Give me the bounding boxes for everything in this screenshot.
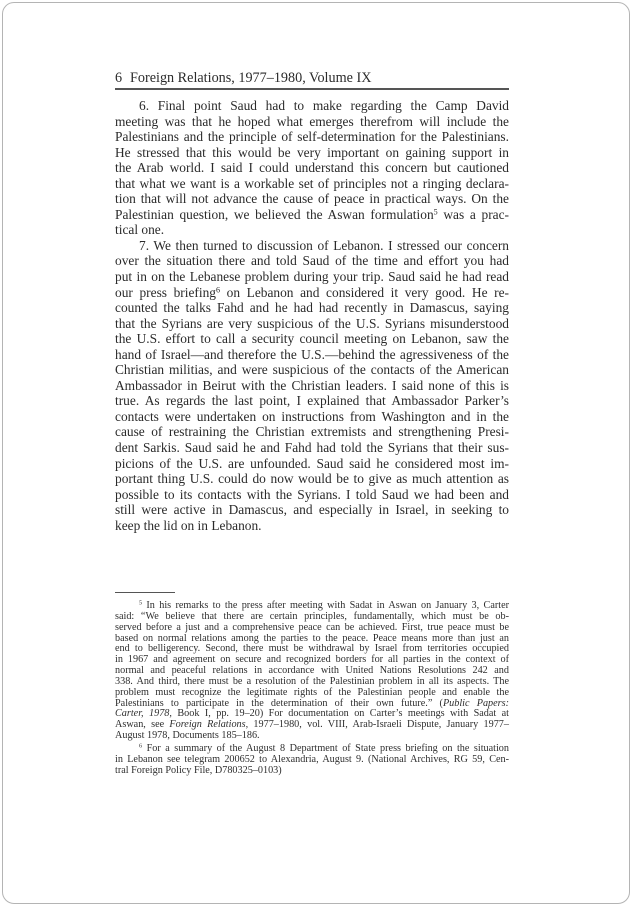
- text-line: tion that will not advance the cause of peace in practical ways. On the: [115, 191, 509, 207]
- line-text: Palestinians to participate in the determination of their own future.” (: [115, 697, 443, 709]
- text-line: still were active in Damascus, and especially in Israel, in seeking to: [115, 502, 509, 518]
- line-text: was a prac-: [437, 206, 509, 222]
- text-line: based on normal relations among the parties to the peace. Peace means more than just an: [115, 632, 509, 644]
- text-line: dent Sarkis. Saud said he and Fahd had told the Syrians that their sus-: [115, 440, 509, 456]
- paragraph-6: [115, 98, 509, 238]
- text-line: Palestinians and the principle of self-determination for the Palestinians.: [115, 129, 509, 145]
- text-line: true. As regards the last point, I explained that Ambassador Parker’s: [115, 393, 509, 409]
- text-line: He stressed that this would be very important on gaining support in: [115, 144, 509, 160]
- line-text: For a summary of the August 8 Department of State press briefing on the situation: [142, 742, 509, 754]
- citation-title: Carter, 1978,: [115, 708, 172, 720]
- citation-title: Foreign Relations,: [169, 719, 249, 731]
- text-line: normal and peaceful relations in accordance with United Nations Resolutions 242 and: [115, 665, 509, 677]
- footnote-marker-5: 5: [139, 600, 143, 607]
- text-line: the Arab world. I said I could understand this concern but cautioned: [115, 160, 509, 176]
- text-line: keep the lid on in Lebanon.: [115, 517, 262, 533]
- line-text: In his remarks to the press after meeting with Sadat in Aswan on January 3, Carter: [142, 600, 509, 611]
- text-line: 7. We then turned to discussion of Lebanon. I stressed our concern: [139, 237, 509, 253]
- page-number: 6: [115, 70, 123, 86]
- footnote-marker-6: 6: [139, 743, 143, 750]
- text-line: in 1967 and agreement on secure and recognized borders for all parties in the context of: [115, 654, 509, 666]
- line-text: Aswan, see: [115, 719, 170, 731]
- text-line: 338. And third, there must be a resolution of the Palestinian problem in all its aspects. The: [115, 675, 509, 687]
- text-line: end to belligerency. Second, there must be withdrawal by Israel from territories occupied: [115, 643, 509, 655]
- text-line: the U.S. effort to call a security council meeting on Lebanon, saw the: [115, 331, 509, 347]
- footnote-ref-6[interactable]: 6: [216, 285, 221, 295]
- footnote-rule: [115, 592, 175, 593]
- text-line: August 1978, Documents 185–186.: [115, 730, 260, 742]
- text-line: portant thing U.S. could do now would be to give as much attention as: [115, 471, 509, 487]
- line-text: our press briefing: [115, 284, 216, 300]
- text-line: Christian militias, and were suspicious of the contacts of the American: [115, 362, 509, 378]
- header-rule: [115, 88, 509, 90]
- volume-title: Foreign Relations, 1977–1980, Volume IX: [130, 70, 372, 86]
- text-line: [115, 207, 509, 223]
- text-line: contacts were undertaken on instructions from Washington and in the: [115, 408, 509, 424]
- text-line: counted the talks Fahd and he had had recently in Damascus, saying: [115, 300, 509, 316]
- running-head: [115, 69, 509, 87]
- text-line: put in on the Lebanese problem during your trip. Saud said he had read: [115, 269, 509, 285]
- text-line: meeting was that he hoped what emerges therefrom will include the: [115, 113, 509, 129]
- text-line: hand of Israel—and therefore the U.S.—behind the agressiveness of the: [115, 346, 509, 362]
- text-line: cause of restraining the Christian extremists and strengthening Presi-: [115, 424, 509, 440]
- text-line: over the situation there and told Saud of the time and effort you had: [115, 253, 509, 269]
- line-text: 1977–1980, vol. VIII, Arab-Israeli Dispute, January 1977–: [248, 719, 509, 731]
- citation-title: Public Papers:: [442, 697, 509, 709]
- text-line: that what we want is a workable set of principles not a ringing declara-: [115, 175, 509, 191]
- text-line: in Lebanon see telegram 200652 to Alexandria, August 9. (National Archives, RG 59, Cen-: [115, 753, 509, 765]
- text-line: [115, 285, 509, 301]
- text-line: 6. Final point Saud had to make regarding the Camp David: [139, 98, 509, 113]
- body-text: [115, 98, 509, 533]
- text-line: tical one.: [115, 222, 165, 238]
- text-line: served before a just and a comprehensive peace can be achieved. First, true peace must be: [115, 621, 509, 633]
- text-line: problem must recognize the legitimate rights of the Palestinian people and enable the: [115, 686, 509, 698]
- footnote-ref-5[interactable]: 5: [433, 207, 438, 217]
- text-line: Ambassador in Beirut with the Christian leaders. I said none of this is: [115, 377, 509, 393]
- text-line: that the Syrians are very suspicious of the U.S. Syrians misunderstood: [115, 315, 509, 331]
- footnote-5: [115, 601, 509, 742]
- text-line: picions of the U.S. are unfounded. Saud said he considered most im-: [115, 455, 509, 471]
- text-line: said: “We believe that there are certain principles, fundamentally, which must be ob-: [115, 610, 509, 622]
- document-page: [2, 2, 630, 904]
- line-text: Book I, pp. 19–20) For documentation on Carter’s meetings with Sadat at: [177, 708, 509, 720]
- text-line: possible to its contacts with the Syrians. I told Saud we had been and: [115, 486, 509, 502]
- paragraph-7: [115, 238, 509, 533]
- text-line: tral Foreign Policy File, D780325–0103): [115, 764, 282, 776]
- line-text: Palestinian question, we believed the Aswan formulation: [115, 206, 434, 222]
- footnotes: [115, 601, 509, 777]
- line-text: on Lebanon and considered it very good. He re-: [220, 284, 509, 300]
- footnote-6: [115, 744, 509, 777]
